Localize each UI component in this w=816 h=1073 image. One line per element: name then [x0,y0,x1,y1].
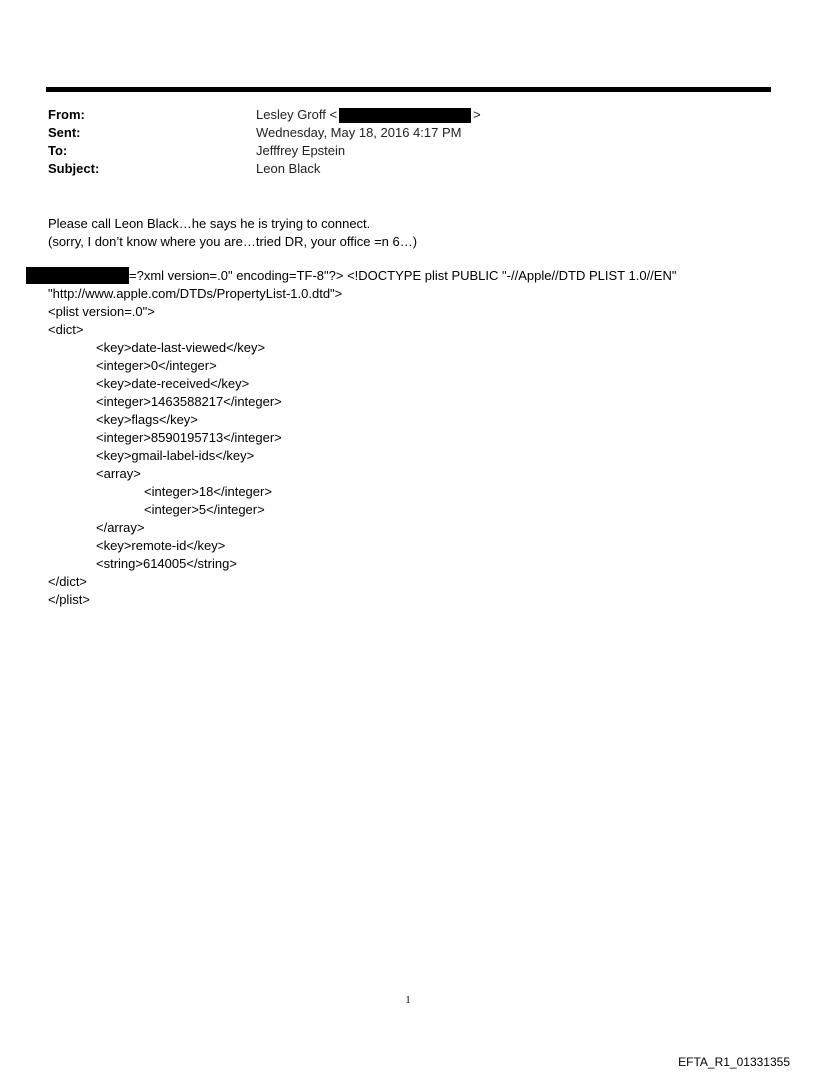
xml-line: <integer>18</integer> [144,484,272,499]
from-row [48,106,748,124]
to-value: Jefffrey Epstein [256,143,346,158]
subject-row [48,160,748,178]
xml-line: </array> [96,520,145,535]
to-label: To: [48,143,68,158]
subject-label: Subject: [48,161,100,176]
xml-line: "http://www.apple.com/DTDs/PropertyList-1.0.dtd"> [48,286,343,301]
body-line: Please call Leon Black…he says he is trying to connect. [48,216,371,231]
from-value [256,106,481,124]
page-number: 1 [405,994,411,1006]
subject-value: Leon Black [256,161,321,176]
to-row [48,142,748,160]
xml-line: <array> [96,466,141,481]
sent-row [48,124,748,142]
from-close-bracket: > [473,107,481,122]
xml-line: <integer>5</integer> [144,502,265,517]
xml-line: <integer>1463588217</integer> [96,394,282,409]
redacted-email-block [339,108,471,123]
xml-line: <string>614005</string> [96,556,237,571]
header-rule [46,87,771,92]
xml-line: <integer>8590195713</integer> [96,430,282,445]
email-header [48,106,748,178]
xml-line: <integer>0</integer> [96,358,217,373]
body-line: (sorry, I don’t know where you are…tried DR, your office =n 6…) [48,234,418,249]
xml-line: </dict> [48,574,88,589]
xml-line: <key>remote-id</key> [96,538,226,553]
xml-line: <key>gmail-label-ids</key> [96,448,255,463]
sent-label: Sent: [48,125,81,140]
xml-line: </plist> [48,592,90,607]
email-body [48,215,417,251]
xml-line: <dict> [48,322,84,337]
sent-value: Wednesday, May 18, 2016 4:17 PM [256,125,462,140]
from-label: From: [48,107,85,122]
plist-xml-block [0,267,816,609]
xml-line: <key>flags</key> [96,412,198,427]
from-name: Lesley Groff < [256,107,338,122]
xml-line: <key>date-received</key> [96,376,250,391]
xml-line: <key>date-last-viewed</key> [96,340,266,355]
xml-first-line-text: =?xml version=.0" encoding=TF-8"?> <!DOCTYPE plist PUBLIC "-//Apple//DTD PLIST 1.0//EN" [129,268,677,283]
xml-first-line [0,267,816,285]
redacted-block [26,267,129,284]
xml-line: <plist version=.0"> [48,304,155,319]
bates-number: EFTA_R1_01331355 [678,1055,790,1069]
